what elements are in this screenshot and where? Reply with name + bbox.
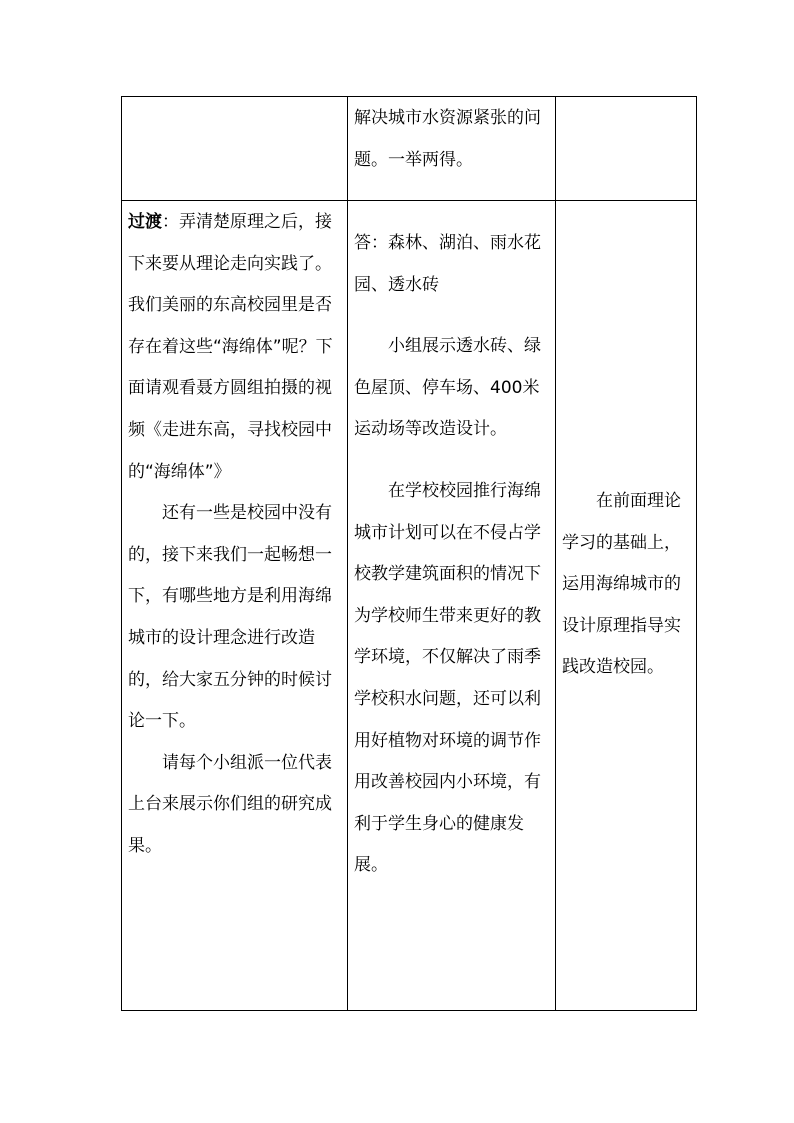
table-row	[122, 201, 697, 1011]
presentation-paragraph: 请每个小组派一位代表上台来展示你们组的研究成果。	[128, 752, 332, 856]
transition-label: 过渡	[128, 212, 162, 232]
lesson-plan-table	[121, 96, 697, 1011]
campus-plan-paragraph: 在学校校园推行海绵城市计划可以在不侵占学校教学建筑面积的情况下为学校师生带来更好的教学环境，不仅解决了雨季学校积水问题，还可以利用好植物对环境的调节作用改善校园内小环境，有利于学生身心的健康发展。	[354, 480, 541, 876]
table-row	[122, 97, 697, 201]
group-show-paragraph: 小组展示透水砖、绿色屋顶、停车场、400米运动场等改造设计。	[354, 336, 541, 440]
cell-text: 解决城市水资源紧张的问题。一举两得。	[354, 108, 541, 170]
answer-paragraph: 答：森林、湖泊、雨水花园、透水砖	[354, 233, 541, 295]
transition-text: ：弄清楚原理之后，接下来要从理论走向实践了。我们美丽的东高校园里是否存在着这些“海绵体”呢？下面请观看聂方圆组拍摄的视频《走进东高，寻找校园中的“海绵体”》	[128, 212, 333, 482]
transition-paragraph	[128, 201, 341, 493]
cell-text	[128, 97, 341, 98]
table-cell-student-activity	[348, 97, 556, 201]
table-cell-teacher-activity	[122, 97, 348, 201]
design-intent-paragraph: 在前面理论学习的基础上，运用海绵城市的设计原理指导实践改造校园。	[562, 491, 681, 678]
table-cell-student-activity	[348, 201, 556, 1011]
discussion-paragraph: 还有一些是校园中没有的，接下来我们一起畅想一下，有哪些地方是利用海绵城市的设计理念进行改造的，给大家五分钟的时候讨论一下。	[128, 503, 332, 732]
table-cell-design-intent	[556, 97, 697, 201]
table-cell-teacher-activity	[122, 201, 348, 1011]
table-cell-design-intent	[556, 201, 697, 1011]
